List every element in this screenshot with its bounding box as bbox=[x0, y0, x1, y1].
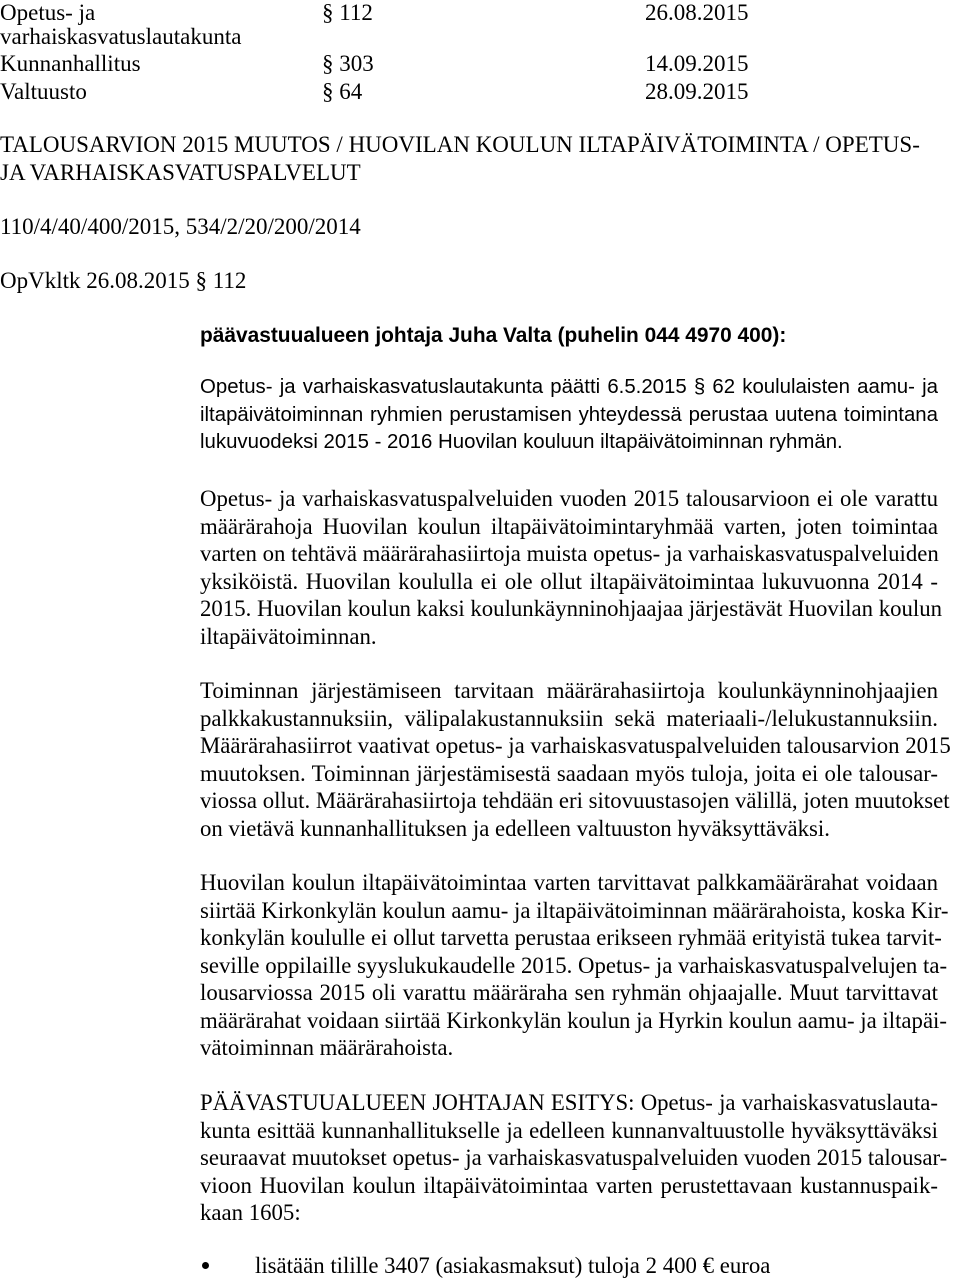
paragraph-funding-source bbox=[200, 869, 949, 1062]
bullet-list bbox=[0, 1252, 960, 1280]
paragraph-line: seville oppilaille syyslukukaudelle 2015. Opetus- ja varhaiskasvatuspalvelujen ta- bbox=[200, 952, 948, 978]
paragraph-line: on vietävä kunnanhallituksen ja edelleen valtuuston hyväksyttäväksi. bbox=[200, 815, 830, 841]
meeting-date: 14.09.2015 bbox=[645, 51, 749, 76]
body-name: Valtuusto bbox=[0, 79, 87, 104]
paragraph-budget-situation bbox=[200, 485, 943, 650]
section-number: § 64 bbox=[322, 79, 363, 104]
paragraph-line: Määrärahasiirrot vaativat opetus- ja varhaiskasvatuspalveluiden talousarvion 2015 bbox=[200, 733, 951, 758]
bullet-item: lisätään tilille 3407 (asiakasmaksut) tuloja 2 400 € euroa bbox=[255, 1253, 771, 1278]
section-number: § 112 bbox=[322, 0, 373, 25]
paragraph-line: seuraavat muutokset opetus- ja varhaiskasvatuspalveluiden vuoden 2015 talousar- bbox=[200, 1145, 948, 1170]
body-name: Opetus- ja bbox=[0, 0, 96, 25]
meeting-date: 26.08.2015 bbox=[645, 0, 749, 25]
paragraph-line: määrärahat voidaan siirtää Kirkonkylän koulun ja Hyrkin koulun aamu- ja iltapäi- bbox=[200, 1007, 947, 1033]
paragraph-background bbox=[200, 374, 938, 457]
paragraph-line: Opetus- ja varhaiskasvatuspalveluiden vuoden 2015 talousarvioon ei ole varattu bbox=[200, 486, 938, 511]
paragraph-line: vätoiminnan määrärahoista. bbox=[200, 1035, 454, 1060]
paragraph-line: iltapäivätoiminnan. bbox=[200, 623, 377, 649]
paragraph-line: iltapäivätoiminnan ryhmien perustamisen yhteydessä perustaa uutena toimintana bbox=[200, 403, 938, 426]
section-number: § 303 bbox=[322, 51, 374, 76]
paragraph-line: kaan 1605: bbox=[200, 1200, 301, 1225]
paragraph-line: lukuvuodeksi 2015 - 2016 Huovilan kouluun iltapäivätoiminnan ryhmän. bbox=[200, 431, 843, 453]
paragraph-line: kunta esittää kunnanhallitukselle ja edelleen kunnanvaltuustolle hyväksyttäväksi bbox=[200, 1117, 938, 1143]
title-line: TALOUSARVION 2015 MUUTOS / HUOVILAN KOULUN ILTAPÄIVÄTOIMINTA / OPETUS- bbox=[0, 132, 920, 157]
paragraph-line: määrärahoja Huovilan koulun iltapäivätoimintaryhmää varten, joten toimintaa bbox=[200, 513, 938, 539]
paragraph-line: siirtää Kirkonkylän koulun aamu- ja iltapäivätoiminnan määrärahoista, koska Kir- bbox=[200, 897, 949, 923]
paragraph-line: varten on tehtävä määrärahasiirtoja muista opetus- ja varhaiskasvatuspalveluiden bbox=[200, 541, 939, 566]
paragraph-line: viossa ollut. Määrärahasiirtoja tehdään eri sitovuustasojen välillä, joten muutokset bbox=[200, 788, 950, 813]
meeting-date: 28.09.2015 bbox=[645, 79, 749, 104]
paragraph-line: muutoksen. Toiminnan järjestämisestä saadaan myös tuloja, joita ei ole talousar- bbox=[200, 760, 938, 786]
title-line: JA VARHAISKASVATUSPALVELUT bbox=[0, 159, 361, 185]
document-title bbox=[0, 131, 920, 186]
body-name: varhaiskasvatuslautakunta bbox=[0, 24, 242, 49]
paragraph-line: vioon Huovilan koulun iltapäivätoimintaa varten perustettavaan kustannuspaik- bbox=[200, 1172, 938, 1198]
paragraph-line: konkylän koululle ei ollut tarvetta perustaa erikseen ryhmää erityistä tukea tarvit- bbox=[200, 925, 942, 950]
paragraph-line: lousarviossa 2015 oli varattu määräraha sen ryhmän ohjaajalle. Muut tarvittavat bbox=[200, 980, 938, 1005]
record-numbers: 110/4/40/400/2015, 534/2/20/200/2014 bbox=[0, 214, 361, 239]
paragraph-line: yksiköistä. Huovilan koululla ei ole ollut iltapäivätoimintaa lukuvuonna 2014 - bbox=[200, 568, 938, 594]
presenter-line: päävastuualueen johtaja Juha Valta (puhelin 044 4970 400): bbox=[200, 324, 787, 347]
paragraph-line: Toiminnan järjestämiseen tarvitaan määrärahasiirtoja koulunkäynninohjaajien bbox=[200, 678, 938, 703]
paragraph-line: PÄÄVASTUUALUEEN JOHTAJAN ESITYS: Opetus- ja varhaiskasvatuslauta- bbox=[200, 1090, 938, 1115]
paragraph-proposal bbox=[200, 1089, 948, 1227]
paragraph-line: 2015. Huovilan koulun kaksi koulunkäynninohjaajaa järjestävät Huovilan koulun bbox=[200, 596, 943, 621]
paragraph-transfers bbox=[200, 677, 951, 842]
bullet-marker bbox=[202, 1262, 209, 1269]
paragraph-line: Huovilan koulun iltapäivätoimintaa varten tarvittavat palkkamäärärahat voidaan bbox=[200, 870, 938, 895]
meeting-reference: OpVkltk 26.08.2015 § 112 bbox=[0, 268, 247, 293]
paragraph-line: Opetus- ja varhaiskasvatuslautakunta päätti 6.5.2015 § 62 koululaisten aamu- ja bbox=[200, 376, 938, 398]
body-name: Kunnanhallitus bbox=[0, 51, 141, 76]
paragraph-line: palkkakustannuksiin, välipalakustannuksiin sekä materiaali-/lelukustannuksiin. bbox=[200, 705, 938, 731]
